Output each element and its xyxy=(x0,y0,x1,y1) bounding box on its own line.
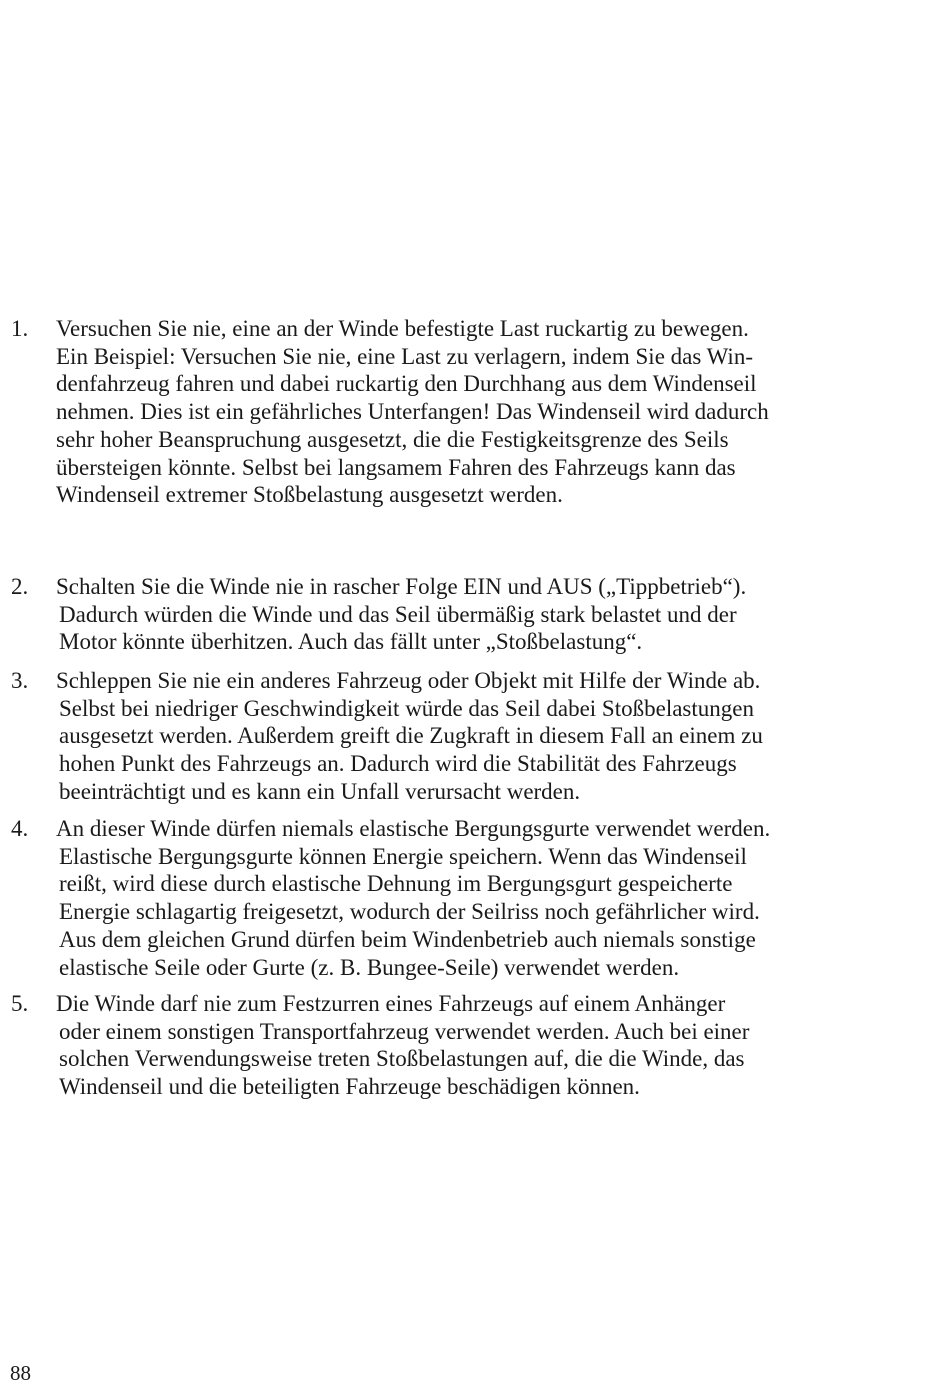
text-line: An dieser Winde dürfen niemals elastische Bergungsgurte verwendet werden. xyxy=(56,816,771,841)
text-line: Elastische Bergungsgurte können Energie speichern. Wenn das Windenseil xyxy=(59,843,747,869)
text-line: Schalten Sie die Winde nie in rascher Folge EIN und AUS („Tippbetrieb“). xyxy=(56,574,747,599)
list-number: 1. xyxy=(11,316,29,341)
list-item-text xyxy=(56,815,770,981)
text-line: denfahrzeug fahren und dabei ruckartig den Durchhang aus dem Windenseil xyxy=(56,371,757,397)
text-line: hohen Punkt des Fahrzeugs an. Dadurch wird die Stabilität des Fahrzeugs xyxy=(59,751,737,777)
text-line: Schleppen Sie nie ein anderes Fahrzeug oder Objekt mit Hilfe der Winde ab. xyxy=(56,668,761,693)
text-line: Windenseil und die beteiligten Fahrzeuge beschädigen können. xyxy=(59,1074,640,1100)
text-line: Die Winde darf nie zum Festzurren eines Fahrzeugs auf einem Anhänger xyxy=(56,991,726,1016)
page-number: 88 xyxy=(10,1361,31,1385)
text-line: Selbst bei niedriger Geschwindigkeit würde das Seil dabei Stoßbelastungen xyxy=(59,695,754,721)
list-number: 5. xyxy=(11,991,29,1016)
text-line: beeinträchtigt und es kann ein Unfall verursacht werden. xyxy=(59,778,581,804)
text-line: ausgesetzt werden. Außerdem greift die Zugkraft in diesem Fall an einem zu xyxy=(59,723,763,749)
text-line: Versuchen Sie nie, eine an der Winde befestigte Last ruckartig zu bewegen. xyxy=(56,316,749,341)
list-number: 2. xyxy=(11,574,29,599)
list-number: 4. xyxy=(11,816,29,841)
list-item-text xyxy=(56,573,746,656)
text-line: elastische Seile oder Gurte (z. B. Bungee-Seile) verwendet werden. xyxy=(59,954,680,980)
text-line: reißt, wird diese durch elastische Dehnung im Bergungsgurt gespeicherte xyxy=(59,871,733,897)
text-line: sehr hoher Beanspruchung ausgesetzt, die die Festigkeitsgrenze des Seils xyxy=(56,426,729,452)
text-line: Energie schlagartig freigesetzt, wodurch der Seilriss noch gefährlicher wird. xyxy=(59,899,760,925)
text-line: übersteigen könnte. Selbst bei langsamem Fahren des Fahrzeugs kann das xyxy=(56,454,736,480)
list-number: 3. xyxy=(11,668,29,693)
list-item-text xyxy=(56,990,749,1101)
text-line: Windenseil extremer Stoßbelastung ausgesetzt werden. xyxy=(56,482,563,508)
text-line: solchen Verwendungsweise treten Stoßbelastungen auf, die die Winde, das xyxy=(59,1046,745,1072)
text-line: Dadurch würden die Winde und das Seil übermäßig stark belastet und der xyxy=(59,601,737,627)
text-line: Motor könnte überhitzen. Auch das fällt unter „Stoßbelastung“. xyxy=(59,629,643,655)
text-line: oder einem sonstigen Transportfahrzeug verwendet werden. Auch bei einer xyxy=(59,1018,750,1044)
text-line: Ein Beispiel: Versuchen Sie nie, eine Last zu verlagern, indem Sie das Win- xyxy=(56,343,753,369)
list-item-text xyxy=(56,667,763,806)
text-line: nehmen. Dies ist ein gefährliches Unterfangen! Das Windenseil wird dadurch xyxy=(56,399,769,425)
list-item-text xyxy=(56,315,769,509)
text-line: Aus dem gleichen Grund dürfen beim Windenbetrieb auch niemals sonstige xyxy=(59,926,756,952)
